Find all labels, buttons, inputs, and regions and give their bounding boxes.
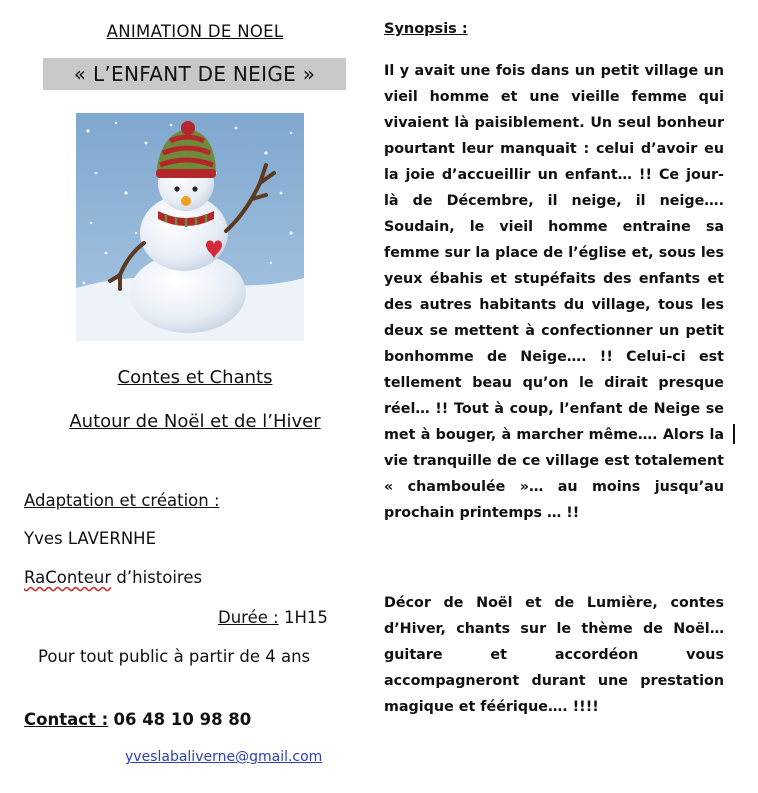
author-role-rest: d’histoires: [111, 568, 203, 587]
event-title: ANIMATION DE NOEL: [106, 22, 284, 41]
author-role: [24, 568, 202, 587]
heading-contes-et-chants: Contes et Chants: [117, 367, 273, 388]
contact-phone: 06 48 10 98 80: [113, 710, 252, 729]
author-role-first: RaConteur: [24, 568, 112, 587]
snowman-icon: [76, 113, 304, 341]
contact: [24, 710, 251, 729]
snowman-illustration: [76, 113, 304, 341]
audience: Pour tout public à partir de 4 ans: [38, 647, 311, 666]
decor-text: Décor de Noël et de Lumière, contes d’Hiver, chants sur le thème de Noël… guitare et accordéon vous accompagneront durant une prestation magique et féérique…. !!!!: [384, 595, 724, 715]
duration-value: 1H15: [283, 608, 328, 627]
text-cursor: [733, 424, 735, 444]
heading-autour-de-noel: Autour de Noël et de l’Hiver: [69, 411, 321, 432]
duration: [218, 608, 328, 627]
synopsis-label: Synopsis :: [384, 21, 468, 37]
show-title: « L’ENFANT DE NEIGE »: [73, 62, 316, 86]
adaptation-label: Adaptation et création :: [24, 491, 220, 510]
duration-label: Durée :: [218, 608, 279, 627]
contact-label: Contact :: [24, 710, 109, 729]
synopsis-text: Il y avait une fois dans un petit village un vieil homme et une vieille femme qui vivaient là paisiblement. Un seul bonheur pourtant leur manquait : celui d’avoir eu la joie d’accueillir un enfant… !! Ce jour-là de Décembre, il neige, il neige…. Soudain, le vieil homme entraine sa femme sur la place de l’église et, sous les yeux ébahis et stupéfaits des enfants et des autres habitants du village, tous les deux se mettent à confectionner un petit bonhomme de Neige…. !! Celui-ci est tellement beau qu’on le dirait presque réel… !! Tout à coup, l’enfant de Neige se met à bouger, à marcher même…. Alors la vie tranquille de ce village est totalement « chamboulée »… au moins jusqu’au prochain printemps … !!: [384, 63, 724, 521]
author-name: Yves LAVERNHE: [24, 529, 156, 548]
email-link[interactable]: yveslabaliverne@gmail.com: [125, 749, 323, 765]
